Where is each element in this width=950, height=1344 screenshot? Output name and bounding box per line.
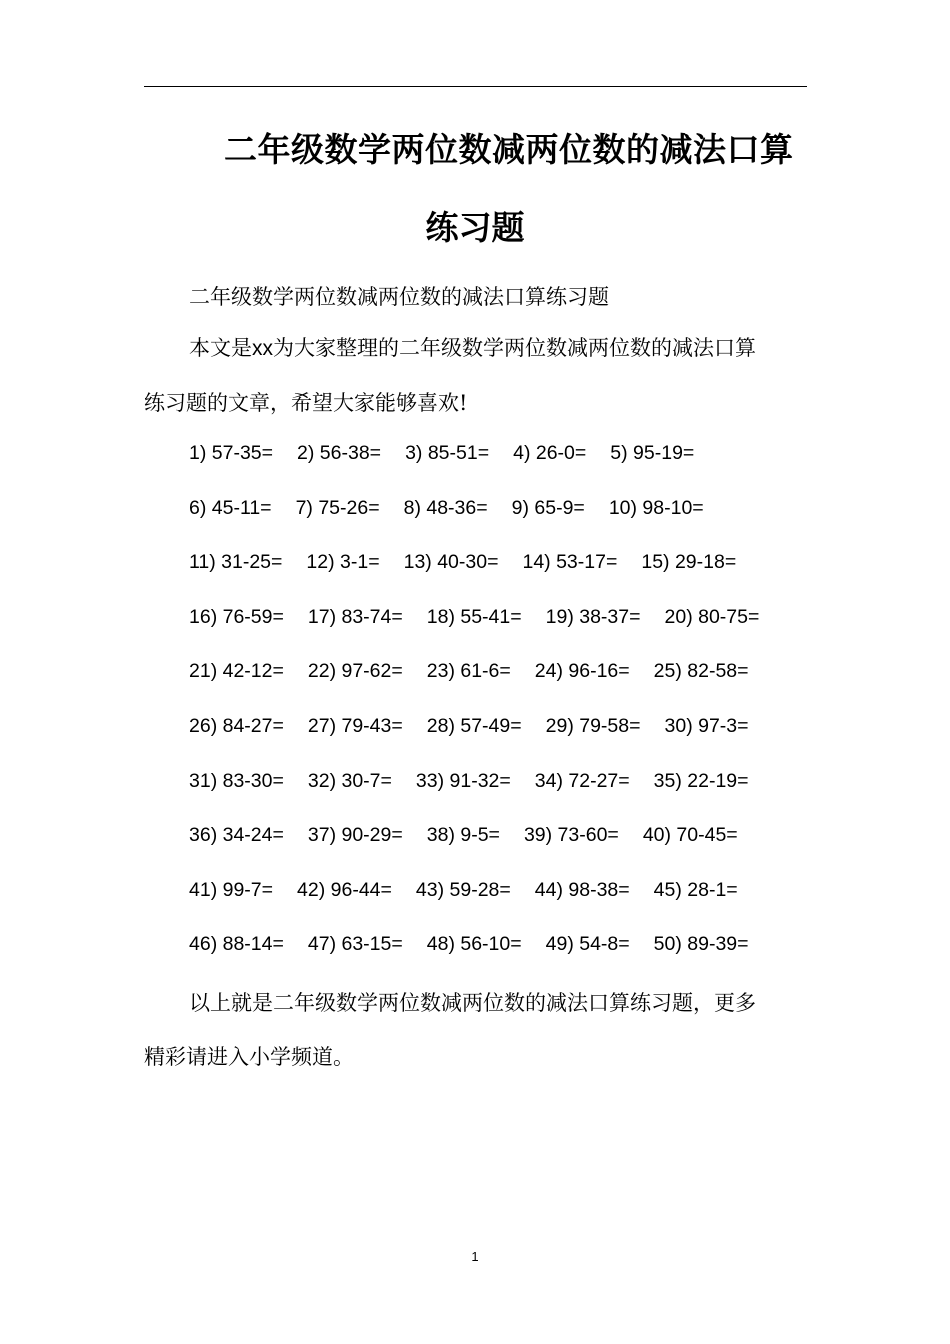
problem-item: 35) 22-19=: [653, 769, 749, 792]
intro-paragraph-line-2: 练习题的文章，希望大家能够喜欢!: [144, 391, 468, 415]
subtitle-paragraph: 二年级数学两位数减两位数的减法口算练习题: [189, 285, 609, 309]
problem-item: 41) 99-7=: [189, 878, 274, 901]
problem-row: [189, 715, 749, 738]
problem-item: 6) 45-11=: [189, 496, 272, 519]
problem-item: 24) 96-16=: [534, 660, 630, 683]
problem-item: 40) 70-45=: [642, 824, 738, 847]
problem-item: 32) 30-7=: [307, 769, 392, 792]
problem-item: 10) 98-10=: [608, 496, 704, 519]
page-number: 1: [471, 1249, 479, 1264]
problem-item: 50) 89-39=: [653, 933, 749, 956]
problem-item: 7) 75-26=: [295, 496, 380, 519]
problem-item: 15) 29-18=: [641, 551, 737, 574]
problem-item: 19) 38-37=: [545, 605, 641, 628]
page-title-line-2: 练习题: [425, 208, 525, 247]
problem-row: [189, 497, 704, 520]
problem-item: 23) 61-6=: [426, 660, 511, 683]
problem-item: 38) 9-5=: [426, 824, 500, 847]
problem-item: 2) 56-38=: [297, 442, 382, 464]
problem-item: 34) 72-27=: [534, 769, 630, 792]
problem-item: 11) 31-25=: [189, 551, 283, 574]
problem-item: 26) 84-27=: [189, 715, 284, 737]
problem-item: 12) 3-1=: [306, 551, 380, 574]
problem-item: 17) 83-74=: [307, 605, 403, 628]
problem-item: 37) 90-29=: [307, 824, 403, 847]
problem-row: [189, 933, 749, 956]
problem-item: 9) 65-9=: [511, 496, 585, 519]
problem-item: 43) 59-28=: [415, 878, 511, 901]
problem-item: 49) 54-8=: [545, 933, 630, 956]
problem-item: 46) 88-14=: [189, 933, 284, 956]
problem-item: 3) 85-51=: [405, 442, 490, 464]
problem-item: 8) 48-36=: [403, 496, 488, 519]
problem-row: [189, 660, 749, 683]
intro-paragraph-line-1: [189, 332, 756, 362]
problem-item: 21) 42-12=: [189, 660, 284, 683]
intro-text-a: 本文是: [189, 336, 252, 360]
problem-row: [189, 770, 749, 793]
problem-item: 20) 80-75=: [664, 605, 760, 628]
problem-row: [189, 606, 759, 629]
page-title-line-1: 二年级数学两位数减两位数的减法口算: [224, 130, 794, 169]
problem-item: 28) 57-49=: [426, 715, 522, 737]
problem-item: 47) 63-15=: [307, 933, 403, 956]
header-rule: [144, 86, 807, 87]
problem-item: 29) 79-58=: [545, 715, 641, 737]
closing-paragraph-line-1: 以上就是二年级数学两位数减两位数的减法口算练习题，更多: [189, 991, 756, 1015]
problem-item: 36) 34-24=: [189, 824, 284, 847]
problem-item: 16) 76-59=: [189, 605, 284, 628]
problem-item: 25) 82-58=: [653, 660, 749, 683]
problem-item: 31) 83-30=: [189, 769, 284, 792]
problem-row: [189, 551, 736, 574]
closing-paragraph-line-2: 精彩请进入小学频道。: [144, 1045, 354, 1069]
problem-item: 33) 91-32=: [415, 769, 511, 792]
problem-item: 14) 53-17=: [522, 551, 618, 574]
problem-item: 5) 95-19=: [610, 442, 695, 464]
intro-text-b: 为大家整理的二年级数学两位数减两位数的减法口算: [273, 336, 756, 360]
problem-row: [189, 442, 694, 465]
problem-row: [189, 879, 738, 902]
problem-item: 1) 57-35=: [189, 442, 274, 464]
problem-item: 22) 97-62=: [307, 660, 403, 683]
intro-xx-placeholder: xx: [252, 337, 273, 360]
problem-item: 27) 79-43=: [307, 715, 403, 737]
problem-item: 30) 97-3=: [664, 715, 749, 737]
problem-item: 4) 26-0=: [513, 442, 587, 464]
problem-item: 18) 55-41=: [426, 605, 522, 628]
problem-item: 13) 40-30=: [403, 551, 499, 574]
problem-item: 42) 96-44=: [297, 878, 392, 901]
problem-row: [189, 824, 738, 847]
problem-item: 48) 56-10=: [426, 933, 522, 956]
problem-item: 39) 73-60=: [523, 824, 619, 847]
problem-item: 45) 28-1=: [653, 878, 738, 901]
problem-item: 44) 98-38=: [534, 878, 630, 901]
